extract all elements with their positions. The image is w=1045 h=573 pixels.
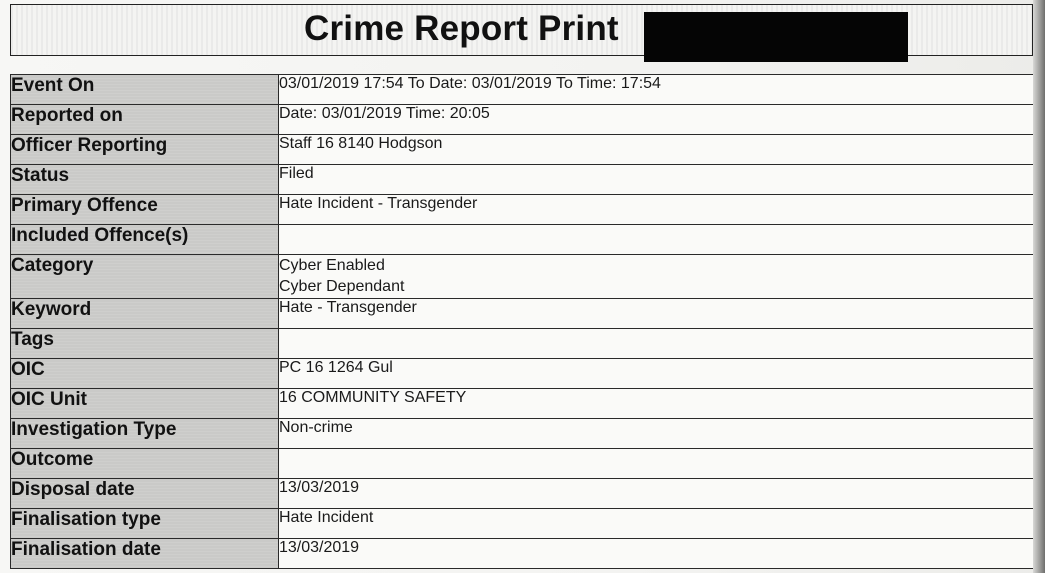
field-label-officer-reporting: Officer Reporting: [11, 135, 279, 165]
table-row: [11, 389, 1035, 419]
table-row: [11, 195, 1035, 225]
redaction-block: [644, 12, 908, 62]
table-row: [11, 359, 1035, 389]
table-row: [11, 479, 1035, 509]
table-row: [11, 329, 1035, 359]
table-row: [11, 509, 1035, 539]
field-label-disposal-date: Disposal date: [11, 479, 279, 509]
field-label-finalisation-type: Finalisation type: [11, 509, 279, 539]
field-label-tags: Tags: [11, 329, 279, 359]
field-value-officer-reporting: Staff 16 8140 Hodgson: [279, 135, 1035, 165]
table-row: [11, 105, 1035, 135]
page-edge-shadow: [1033, 0, 1045, 573]
field-value-primary-offence: Hate Incident - Transgender: [279, 195, 1035, 225]
field-value-finalisation-date: 13/03/2019: [279, 539, 1035, 569]
field-label-included-offences: Included Offence(s): [11, 225, 279, 255]
field-label-oic: OIC: [11, 359, 279, 389]
table-row: [11, 135, 1035, 165]
field-value-reported-on: Date: 03/01/2019 Time: 20:05: [279, 105, 1035, 135]
field-label-category: Category: [11, 255, 279, 299]
report-table: [10, 74, 1035, 569]
field-label-investigation-type: Investigation Type: [11, 419, 279, 449]
field-value-keyword: Hate - Transgender: [279, 299, 1035, 329]
field-value-oic-unit: 16 COMMUNITY SAFETY: [279, 389, 1035, 419]
table-row: [11, 419, 1035, 449]
table-row: [11, 165, 1035, 195]
field-label-status: Status: [11, 165, 279, 195]
field-label-event-on: Event On: [11, 75, 279, 105]
report-title: Crime Report Print: [304, 9, 619, 48]
field-label-reported-on: Reported on: [11, 105, 279, 135]
field-value-finalisation-type: Hate Incident: [279, 509, 1035, 539]
table-row: [11, 255, 1035, 299]
table-row: [11, 225, 1035, 255]
field-label-outcome: Outcome: [11, 449, 279, 479]
field-value-status: Filed: [279, 165, 1035, 195]
table-row: [11, 539, 1035, 569]
field-value-tags: [279, 329, 1035, 359]
field-label-keyword: Keyword: [11, 299, 279, 329]
field-value-category: [279, 255, 1035, 299]
field-label-primary-offence: Primary Offence: [11, 195, 279, 225]
field-value-event-on: 03/01/2019 17:54 To Date: 03/01/2019 To Time: 17:54: [279, 75, 1035, 105]
category-line-2: Cyber Dependant: [279, 278, 405, 295]
field-value-oic: PC 16 1264 Gul: [279, 359, 1035, 389]
field-label-oic-unit: OIC Unit: [11, 389, 279, 419]
table-row: [11, 449, 1035, 479]
table-row: [11, 299, 1035, 329]
table-row: [11, 75, 1035, 105]
field-value-disposal-date: 13/03/2019: [279, 479, 1035, 509]
category-line-1: Cyber Enabled: [279, 257, 385, 274]
field-label-finalisation-date: Finalisation date: [11, 539, 279, 569]
field-value-outcome: [279, 449, 1035, 479]
field-value-investigation-type: Non-crime: [279, 419, 1035, 449]
field-value-included-offences: [279, 225, 1035, 255]
